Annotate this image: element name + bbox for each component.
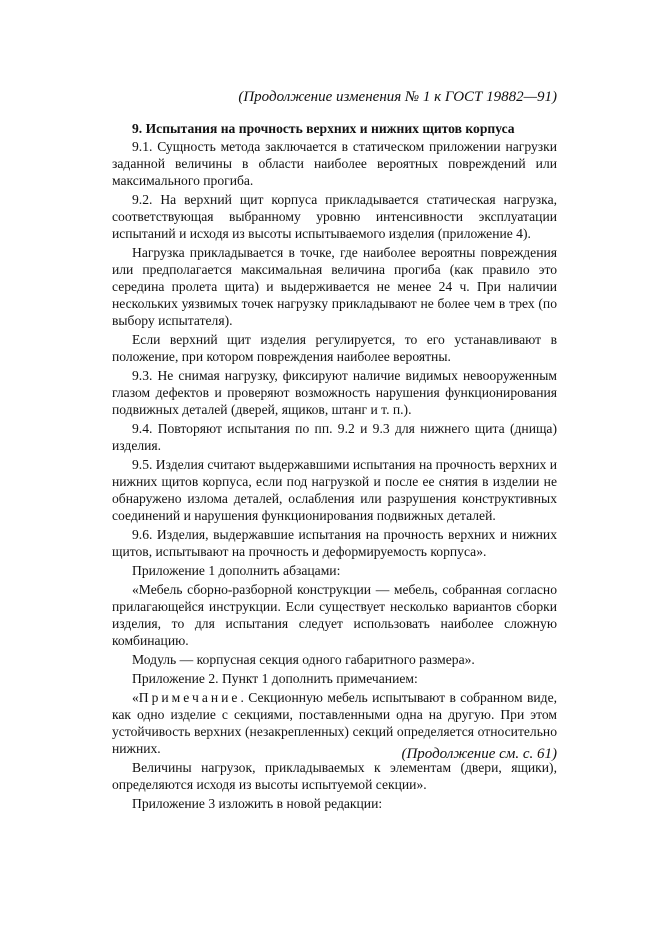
paragraph-9-6: 9.6. Изделия, выдержавшие испытания на прочность верхних и нижних щитов, испытывают на прочность и деформируемость корпуса». xyxy=(112,527,557,559)
note-text: . Секционную мебель испытывают в собранном виде, как одно изделие с секциями, поставленными одна на другую. При этом устойчивость верхних (незакрепленных) секций определяется относительно нижних. xyxy=(112,690,557,756)
note-label: Примечание xyxy=(138,690,241,705)
paragraph-9-4: 9.4. Повторяют испытания по пп. 9.2 и 9.3 для нижнего щита (днища) изделия. xyxy=(112,421,557,453)
paragraph-load-point: Нагрузка прикладывается в точке, где наиболее вероятны повреждения или предполагается максимальная величина прогиба (как правило это середина пролета щита) и выдерживается не менее 24 ч. При наличии нескольких уязвимых точек нагрузку прикладывают не более чем в трех (по выбору испытателя). xyxy=(112,245,557,328)
paragraph-appendix-3: Приложение 3 изложить в новой редакции: xyxy=(132,796,383,811)
paragraph-9-5: 9.5. Изделия считают выдержавшими испытания на прочность верхних и нижних щитов корпуса, если под нагрузкой и после ее снятия в изделии не обнаружено излома деталей, ослабления или разрушения конструктивных соединений и нарушения функционирования подвижных деталей. xyxy=(112,457,557,523)
paragraph-load-values: Величины нагрузок, прикладываемых к элементам (двери, ящики), определяются исходя из высоты испытуемой секции». xyxy=(112,760,557,792)
paragraph-definition-module: Модуль — корпусная секция одного габаритного размера». xyxy=(132,652,475,667)
paragraph-adjustable-top: Если верхний щит изделия регулируется, то его устанавливают в положение, при котором повреждения наиболее вероятны. xyxy=(112,332,557,364)
paragraph-appendix-2: Приложение 2. Пункт 1 дополнить примечанием: xyxy=(132,671,418,686)
note-open-quote: « xyxy=(132,690,139,705)
paragraph-definition-furniture: «Мебель сборно-разборной конструкции — мебель, собранная согласно прилагающейся инструкции. Если существует несколько вариантов сборки изделия, то для испытания следует использовать наиболее сложную комбинацию. xyxy=(112,582,557,648)
section-title: 9. Испытания на прочность верхних и нижних щитов корпуса xyxy=(132,121,515,136)
paragraph-9-3: 9.3. Не снимая нагрузку, фиксируют наличие видимых невооруженным глазом дефектов и проверяют возможность нарушения функционирования подвижных деталей (дверей, ящиков, штанг и т. п.). xyxy=(112,368,557,417)
paragraph-9-1: 9.1. Сущность метода заключается в статическом приложении нагрузки заданной величины в области наиболее вероятных повреждений или максимального прогиба. xyxy=(112,139,557,188)
running-header: (Продолжение изменения № 1 к ГОСТ 19882—91) xyxy=(238,89,557,105)
continuation-footer: (Продолжение см. с. 61) xyxy=(401,746,557,762)
paragraph-appendix-1: Приложение 1 дополнить абзацами: xyxy=(132,563,341,578)
page-content xyxy=(112,120,557,814)
paragraph-9-2: 9.2. На верхний щит корпуса прикладывается статическая нагрузка, соответствующая выбранному уровню интенсивности эксплуатации испытаний и исходя из высоты испытываемого изделия (приложение 4). xyxy=(112,192,557,241)
